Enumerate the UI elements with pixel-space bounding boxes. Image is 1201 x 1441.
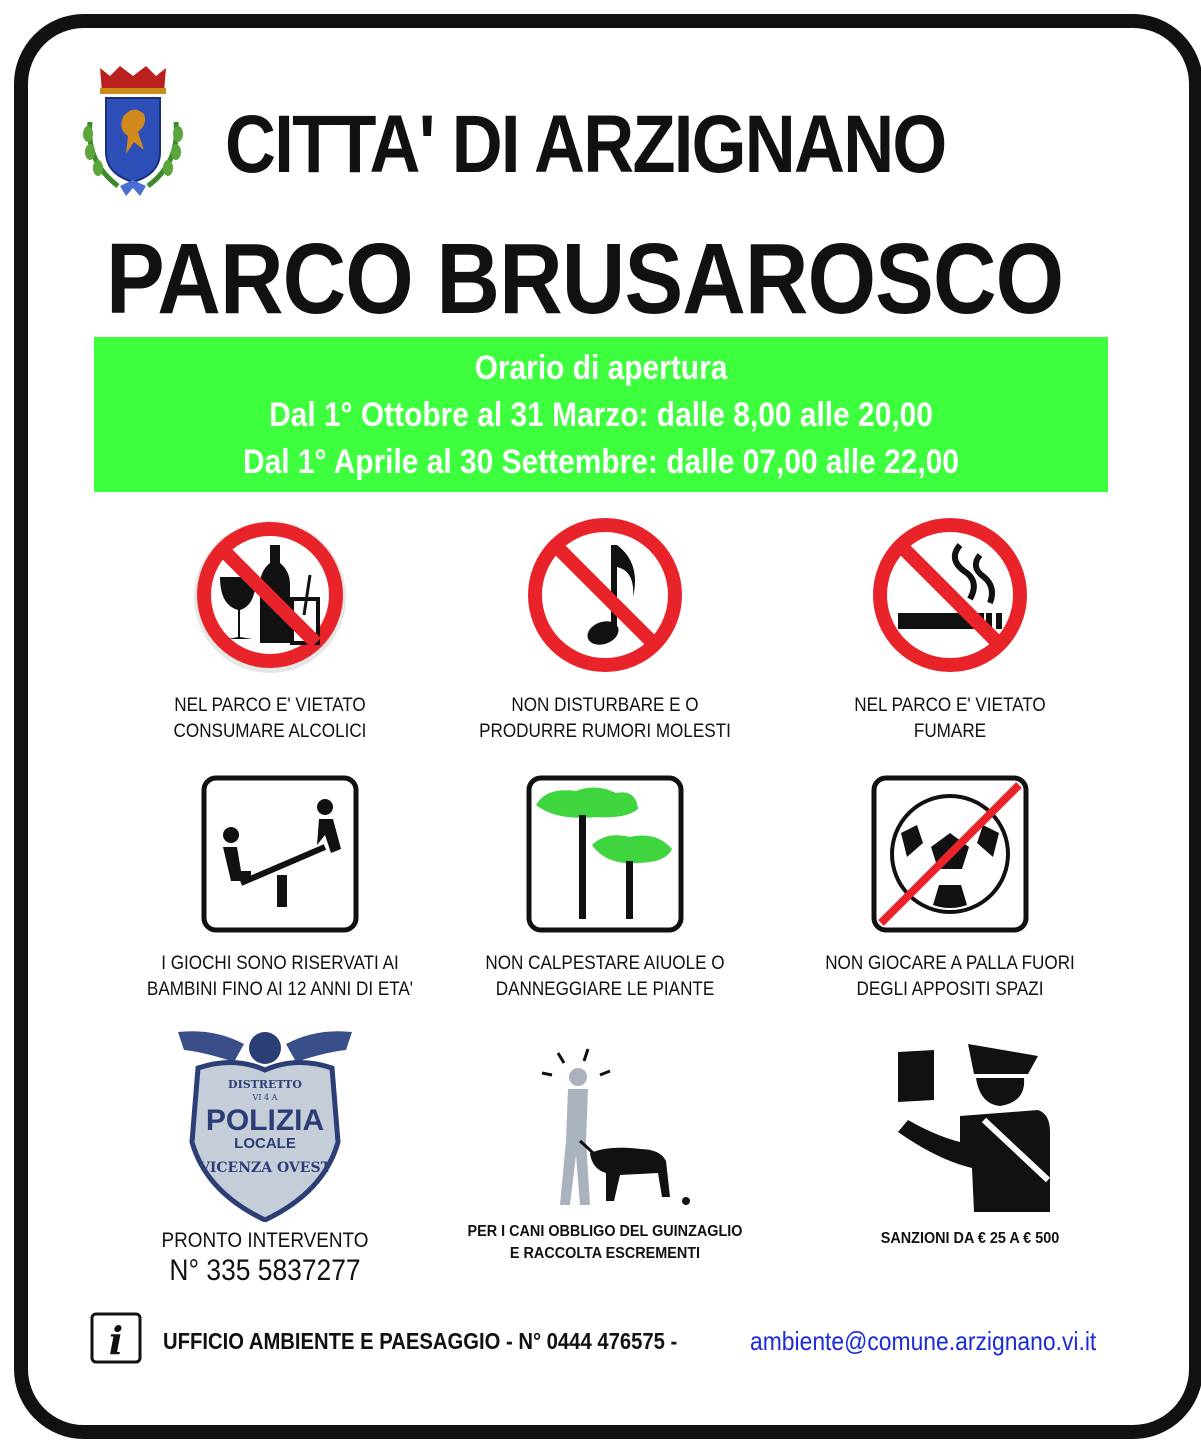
opening-hours-banner (94, 337, 1108, 492)
police-phone: N° 335 5837277 (169, 1254, 361, 1287)
badge-code: VI 4 A (252, 1093, 278, 1102)
no-smoking-icon (870, 515, 1030, 675)
rule-caption-2: DANNEGGIARE LE PIANTE (495, 979, 715, 1000)
badge-sub: LOCALE (234, 1135, 296, 1152)
fines-label: SANZIONI DA € 25 A € 500 (880, 1230, 1060, 1247)
dogs-caption-2: E RACCOLTA ESCREMENTI (509, 1245, 701, 1262)
hours-title: Orario di apertura (474, 349, 728, 387)
badge-district: DISTRETTO (228, 1078, 302, 1091)
no-alcohol-icon (190, 515, 350, 675)
city-title: CITTA' DI ARZIGNANO (225, 99, 946, 190)
badge-main: POLIZIA (205, 1104, 325, 1137)
officer-fine-icon (888, 1040, 1052, 1212)
dogs-caption-1: PER I CANI OBBLIGO DEL GUINZAGLIO (467, 1223, 743, 1240)
rule-no-alcohol (140, 515, 400, 745)
svg-text:i: i (108, 1318, 124, 1363)
rule-caption-1: NEL PARCO E' VIETATO (854, 695, 1046, 716)
police-section (130, 1022, 400, 1288)
rule-caption-1: I GIOCHI SONO RISERVATI AI (161, 953, 399, 974)
rule-no-ball (800, 775, 1100, 1003)
rule-caption-1: NEL PARCO E' VIETATO (174, 695, 366, 716)
rule-playground (110, 775, 450, 1003)
rule-caption-2: DEGLI APPOSITI SPAZI (856, 979, 1044, 1000)
rule-caption-2: CONSUMARE ALCOLICI (173, 721, 367, 742)
coat-of-arms-icon (78, 62, 188, 202)
rule-caption-2: FUMARE (913, 721, 987, 742)
park-title: PARCO BRUSAROSCO (106, 223, 1064, 335)
email-link[interactable]: ambiente@comune.arzignano.vi.it (750, 1326, 1097, 1356)
hours-summer: Dal 1° Aprile al 30 Settembre: dalle 07,00 alle 22,00 (242, 443, 960, 481)
police-label: PRONTO INTERVENTO (161, 1229, 369, 1252)
seesaw-icon (201, 775, 359, 933)
rule-caption-1: NON GIOCARE A PALLA FUORI (825, 953, 1075, 974)
dog-leash-icon (520, 1045, 690, 1215)
office-contact: UFFICIO AMBIENTE E PAESAGGIO - N° 0444 476575 - (163, 1328, 678, 1354)
rule-no-noise (460, 515, 750, 745)
footer-contact (90, 1312, 1110, 1368)
info-icon (90, 1312, 142, 1364)
hours-winter: Dal 1° Ottobre al 31 Marzo: dalle 8,00 alle 20,00 (269, 396, 933, 434)
rule-plants (460, 775, 750, 1003)
no-ball-icon (871, 775, 1029, 933)
no-music-icon (525, 515, 685, 675)
rule-caption-1: NON CALPESTARE AIUOLE O (485, 953, 725, 974)
fines-section (830, 1040, 1110, 1252)
rule-no-smoking (810, 515, 1090, 745)
rule-caption-2: PRODURRE RUMORI MOLESTI (479, 721, 731, 742)
badge-area: VICENZA OVEST (199, 1160, 331, 1176)
rule-caption-1: NON DISTURBARE E O (511, 695, 699, 716)
police-badge-icon (174, 1022, 356, 1222)
rule-caption-2: BAMBINI FINO AI 12 ANNI DI ETA' (146, 979, 414, 1000)
trees-icon (526, 775, 684, 933)
rule-dogs (440, 1045, 770, 1265)
